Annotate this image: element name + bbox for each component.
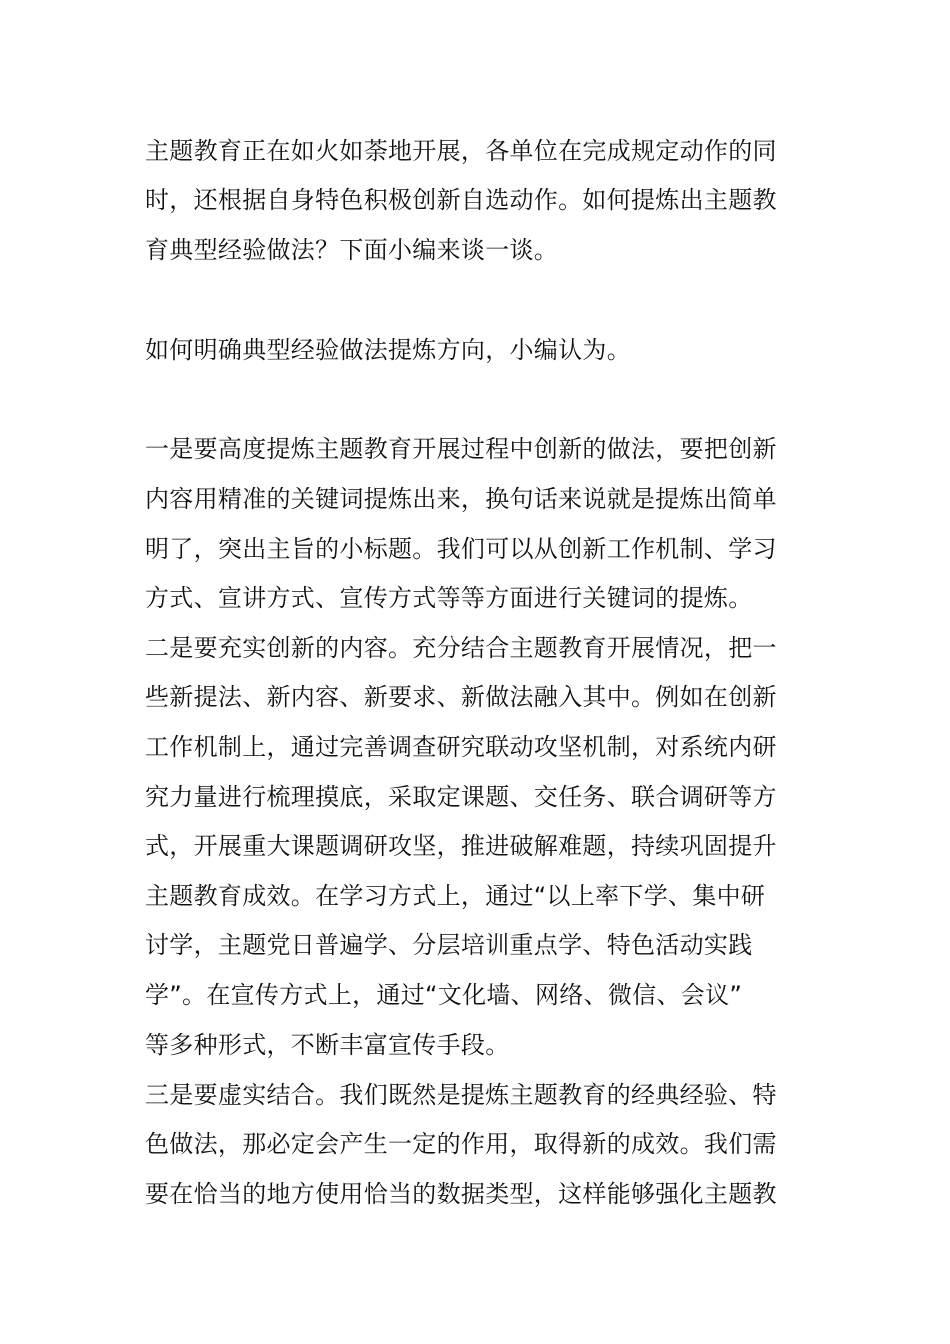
point3-line-3: 要在恰当的地方使用恰当的数据类型，这样能够强化主题教 bbox=[145, 1180, 777, 1208]
point2-line-2: 些新提法、新内容、新要求、新做法融入其中。例如在创新 bbox=[145, 683, 777, 711]
point2-line-4: 究力量进行梳理摸底，采取定课题、交任务、联合调研等方 bbox=[145, 783, 777, 811]
point1-line-2: 内容用精准的关键词提炼出来，换句话来说就是提炼出简单 bbox=[145, 485, 777, 513]
intro-line-2: 时，还根据自身特色积极创新自选动作。如何提炼出主题教 bbox=[145, 186, 777, 214]
point2-line-8: 学”。在宣传方式上，通过“文化墙、网络、微信、会议” bbox=[145, 981, 743, 1009]
point2-line-9: 等多种形式，不断丰富宣传手段。 bbox=[145, 1031, 510, 1059]
point2-line-6: 主题教育成效。在学习方式上，通过“以上率下学、集中研 bbox=[145, 882, 766, 910]
question-line-1: 如何明确典型经验做法提炼方向，小编认为。 bbox=[145, 336, 631, 364]
point2-line-1: 二是要充实创新的内容。充分结合主题教育开展情况，把一 bbox=[145, 634, 777, 662]
point1-line-4: 方式、宣讲方式、宣传方式等等方面进行关键词的提炼。 bbox=[145, 584, 753, 612]
point1-line-3: 明了，突出主旨的小标题。我们可以从创新工作机制、学习 bbox=[145, 535, 777, 563]
intro-line-3: 育典型经验做法？下面小编来谈一谈。 bbox=[145, 236, 559, 264]
point2-line-7: 讨学，主题党日普遍学、分层培训重点学、特色活动实践 bbox=[145, 931, 753, 959]
point3-line-2: 色做法，那必定会产生一定的作用，取得新的成效。我们需 bbox=[145, 1130, 777, 1158]
point1-line-1: 一是要高度提炼主题教育开展过程中创新的做法，要把创新 bbox=[145, 435, 777, 463]
point2-line-3: 工作机制上，通过完善调查研究联动攻坚机制，对系统内研 bbox=[145, 733, 777, 761]
intro-line-1: 主题教育正在如火如荼地开展，各单位在完成规定动作的同 bbox=[145, 137, 777, 165]
point3-line-1: 三是要虚实结合。我们既然是提炼主题教育的经典经验、特 bbox=[145, 1081, 777, 1109]
point2-line-5: 式，开展重大课题调研攻坚，推进破解难题，持续巩固提升 bbox=[145, 832, 777, 860]
